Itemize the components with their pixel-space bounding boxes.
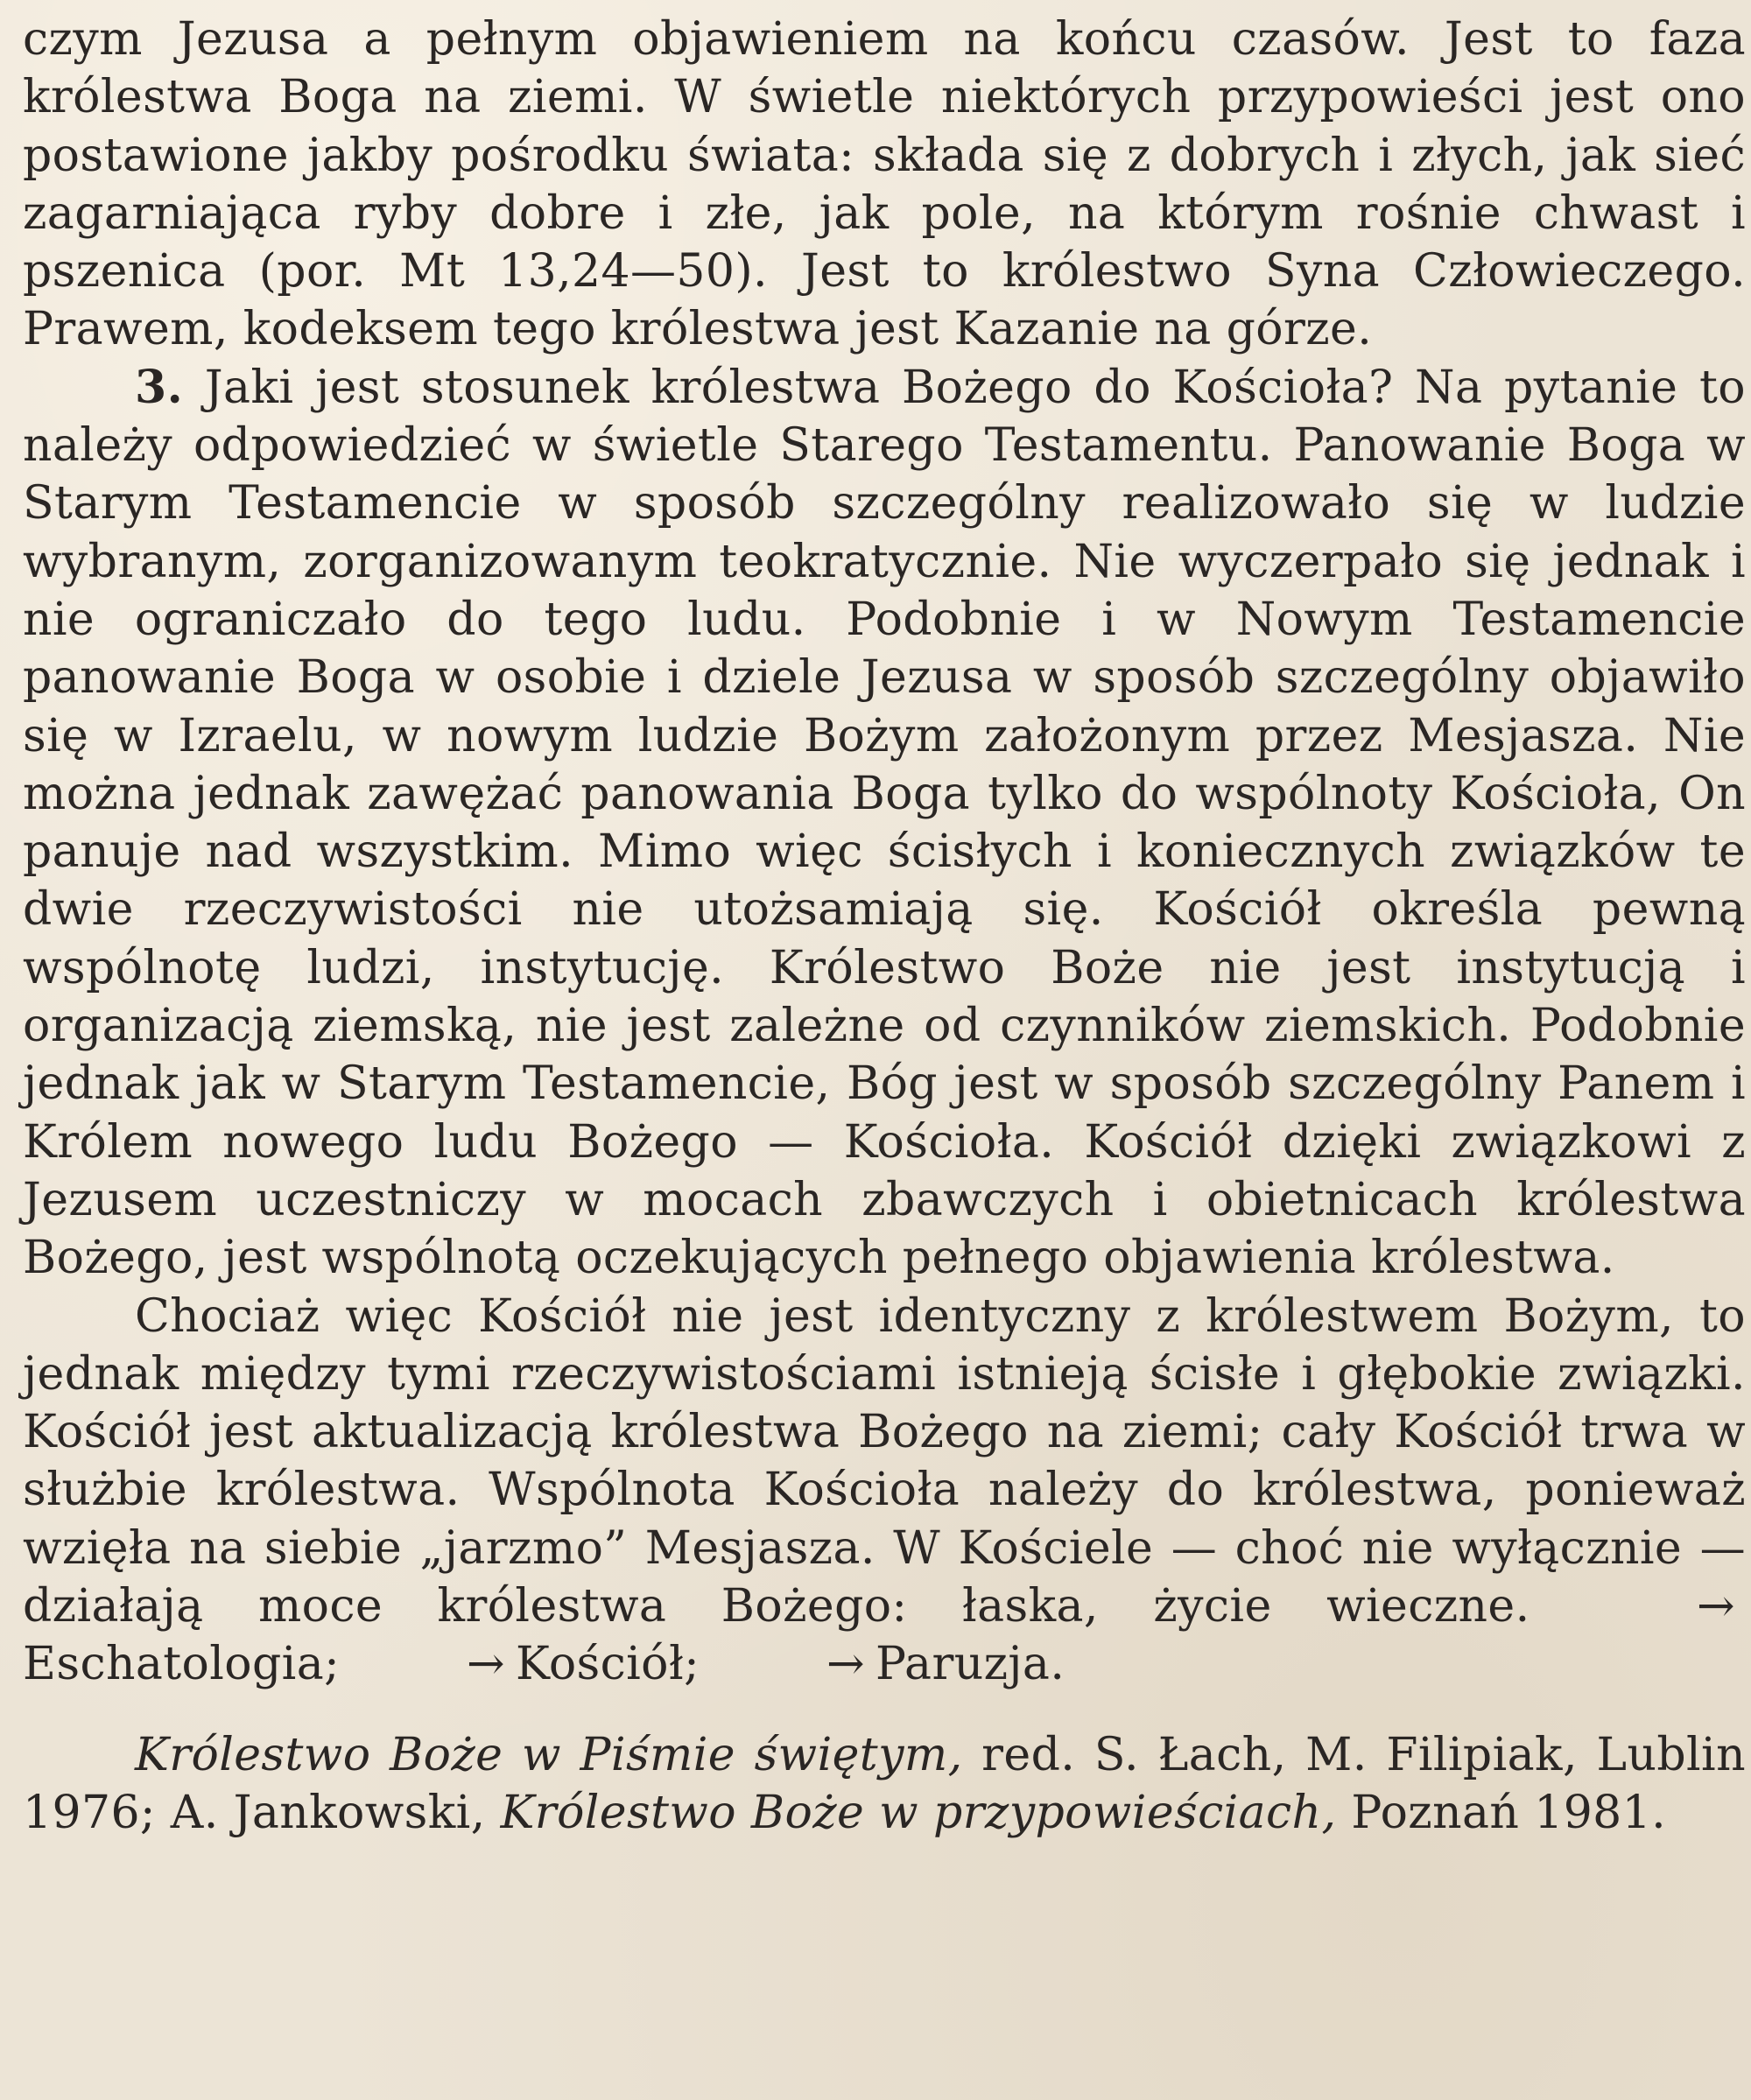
bibliography-title: Królestwo Boże w przypowieściach,	[500, 1786, 1337, 1839]
arrow-right-icon: →	[1697, 1580, 1736, 1633]
bibliography-details: red. S. Łach, M. Filipiak, Lublin 1976; A. Jankowski,	[23, 1728, 1746, 1839]
cross-reference-separator: ;	[684, 1638, 700, 1691]
bibliography-title: Królestwo Boże w Piśmie świętym,	[135, 1728, 963, 1781]
arrow-right-icon: →	[466, 1638, 505, 1691]
paragraph-church-kingdom	[23, 1288, 1746, 1694]
cross-reference-separator: .	[1050, 1638, 1065, 1691]
paragraph-section-3	[23, 359, 1746, 1288]
cross-reference-separator: ;	[324, 1638, 341, 1691]
paragraph-text: Jaki jest stosunek królestwa Bożego do Kościoła? Na pytanie to należy odpowiedzieć w świetle Starego Testamentu. Panowanie Boga w Starym Testamencie w sposób szczególny realizowało się w ludzie wybranym, zorganizowanym teokratycznie. Nie wyczerpało się jednak i nie ograniczało do tego ludu. Podobnie i w Nowym Testamencie panowanie Boga w osobie i dziele Jezusa w sposób szczególny objawiło się w Izraelu, w nowym ludzie Bożym założonym przez Mesjasza. Nie można jednak zawężać panowania Boga tylko do wspólnoty Kościoła, On panuje nad wszystkim. Mimo więc ścisłych i koniecznych związków te dwie rzeczywistości nie utożsamiają się. Kościół określa pewną wspólnotę ludzi, instytucję. Królestwo Boże nie jest instytucją i organizacją ziemską, nie jest zależne od czynników ziemskich. Podobnie jednak jak w Starym Testamencie, Bóg jest w sposób szczególny Panem i Królem nowego ludu Bożego — Kościoła. Kościół dzięki związkowi z Jezusem uczestniczy w mocach zbawczych i obietnicach królestwa Bożego, jest wspólnotą oczekujących pełnego objawienia królestwa.	[23, 361, 1746, 1285]
cross-reference[interactable]	[714, 1638, 1065, 1690]
paragraph-continuation	[23, 11, 1746, 359]
bibliography-details: Poznań 1981.	[1351, 1786, 1667, 1839]
cross-reference[interactable]	[355, 1638, 700, 1690]
paragraph-text: czym Jezusa a pełnym objawieniem na końcu czasów. Jest to faza królestwa Boga na ziemi. W świetle niektórych przypowieści jest ono postawione jakby pośrodku świata: składa się z dobrych i złych, jak sieć zagarniająca ryby dobre i złe, jak pole, na którym rośnie chwast i pszenica (por. Mt 13,24—50). Jest to królestwo Syna Człowieczego. Prawem, kodeksem tego królestwa jest Kazanie na górze.	[23, 13, 1746, 356]
bibliography	[23, 1726, 1746, 1843]
cross-reference-label: Kościół	[515, 1638, 685, 1691]
section-number: 3.	[135, 360, 184, 414]
arrow-right-icon: →	[826, 1638, 865, 1691]
text-page	[23, 11, 1746, 1842]
paragraph-text: Chociaż więc Kościół nie jest identyczny z królestwem Bożym, to jednak między tymi rzeczywistościami istnieją ścisłe i głębokie związki. Kościół jest aktualizacją królestwa Bożego na ziemi; cały Kościół trwa w służbie królestwa. Wspólnota Kościoła należy do królestwa, ponieważ wzięła na siebie „jarzmo” Mesjasza. W Kościele — choć nie wyłącznie — działają moce królestwa Bożego: łaska, życie wieczne.	[23, 1289, 1746, 1633]
cross-reference-label: Paruzja	[875, 1638, 1051, 1691]
cross-reference-label: Eschatologia	[23, 1638, 325, 1691]
